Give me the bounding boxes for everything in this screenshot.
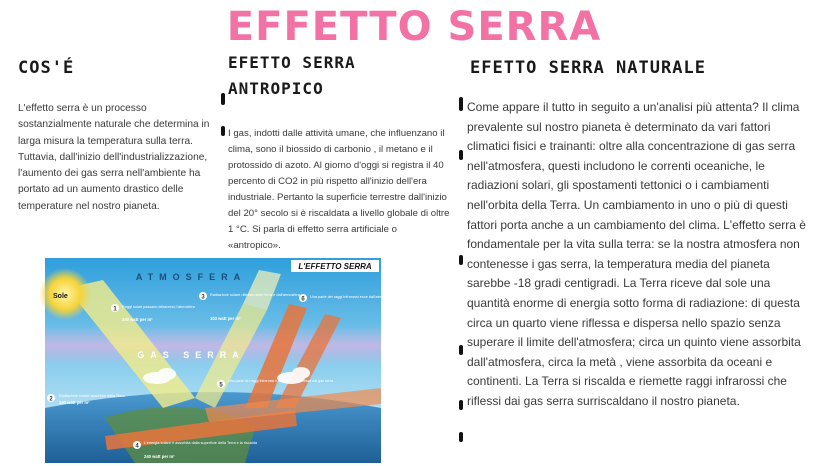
step-number: 1 [113,306,117,313]
paragraph-effetto-serra-naturale: Come appare il tutto in seguito a un'analisi più attenta? Il clima prevalente sul nostro pianeta è determinato da vari fattori climatici fisici e trainanti: oltre alla concentrazione di gas serra nell'atmosfera, questi includono le correnti oceaniche, le radiazioni solari, gli spostamenti tettonici o i cambiamenti nell'orbita della Terra. Un cambiamento in uno o più di questi fattori porta anche a un cambiamento del clima. L'effetto serra è fondamentale per la vita sulla terra: se la nostra atmosfera non contenesse i gas serra, la temperatura media del pianeta sarebbe -18 gradi centigradi. La Terra riceve dal sole una quantità enorme di energia sotto forma di radiazione: di questa circa un quarto viene riflessa e dispersa nello spazio senza superare il limite dell'atmosfera; circa un quinto viene assorbita dall'atmosfera, circa la metà , viene assorbita da oceani e continenti. La Terra si riscalda e riemette raggi infrarossi che riflessi dai gas serra surriscaldano il nostro pianeta. [467,100,806,408]
page-title: EFFETTO SERRA [226,4,602,50]
heading-effetto-serra-antropico [228,50,356,102]
step-text: Radiazione solare riflessa dalla Terra e dall'atmosfera [210,293,300,297]
hand-bullet [221,93,225,105]
step-text: Raggi solari passano attraverso l'atmosfera [122,305,195,309]
hand-bullet [459,255,463,265]
diagram-title: L'EFFETTO SERRA [298,262,372,271]
hand-bullet [459,345,463,355]
step-value: 240 watt per m² [144,454,175,459]
hand-bullet [459,150,463,160]
heading-line-2: ANTROPICO [228,79,324,98]
step-number: 5 [219,382,223,389]
heading-cos-e: COS'É [18,58,75,78]
sun-label: Sole [53,293,68,300]
step-text: Una parte dei raggi infrarossi è assorbita e riemessa dai gas serra [228,379,334,383]
paragraph-cos-e: L'effetto serra è un processo sostanzialmente naturale che determina in larga misura la temperatura sulla terra. Tuttavia, dall'inizio dell'industrializzazione, l'aumento dei gas serra nell'ambiente ha portato ad un aumento drastico delle temperature nel nostro pianeta. [18,103,210,212]
step-number: 4 [135,443,139,450]
gas-serra-label: GAS SERRA [137,350,245,360]
step-value: 240 watt per m² [122,317,153,322]
paragraph-effetto-serra-antropico: I gas, indotti dalle attività umane, che influenzano il clima, sono il biossido di carbonio , il metano e il protossido di azoto. Al giorno d'oggi si registra il 40 percento di CO2 in più rispetto all'inizio dell'era industriale. Pertanto la superficie terrestre dall'inizio del 20° secolo si è riscaldata a livello globale di oltre 1 °C. Si parla di effetto serra artificiale o «antropico». [228,128,450,251]
hand-bullet [459,97,463,111]
step-number: 6 [301,296,305,303]
atmosphere-label: ATMOSFERA [135,272,247,282]
hand-bullet [221,126,225,136]
step-text: Radiazione solare assorbita dalla Terra [59,394,125,398]
step-number: 2 [49,396,53,403]
step-value: 240 watt per m² [59,400,90,405]
hand-bullet [459,400,463,410]
step-text: L'energia solare è assorbita dalla superficie della Terra e la riscalda [144,441,257,445]
greenhouse-effect-diagram [45,258,393,463]
step-number: 3 [201,294,205,301]
step-value: 103 watt per m² [210,316,241,321]
step-text: Una parte dei raggi infrarossi esce dall'atmosfera [310,295,393,299]
hand-bullet [459,432,463,442]
heading-effetto-serra-naturale: EFETTO SERRA NATURALE [470,58,706,78]
heading-line-1: EFETTO SERRA [228,53,356,72]
